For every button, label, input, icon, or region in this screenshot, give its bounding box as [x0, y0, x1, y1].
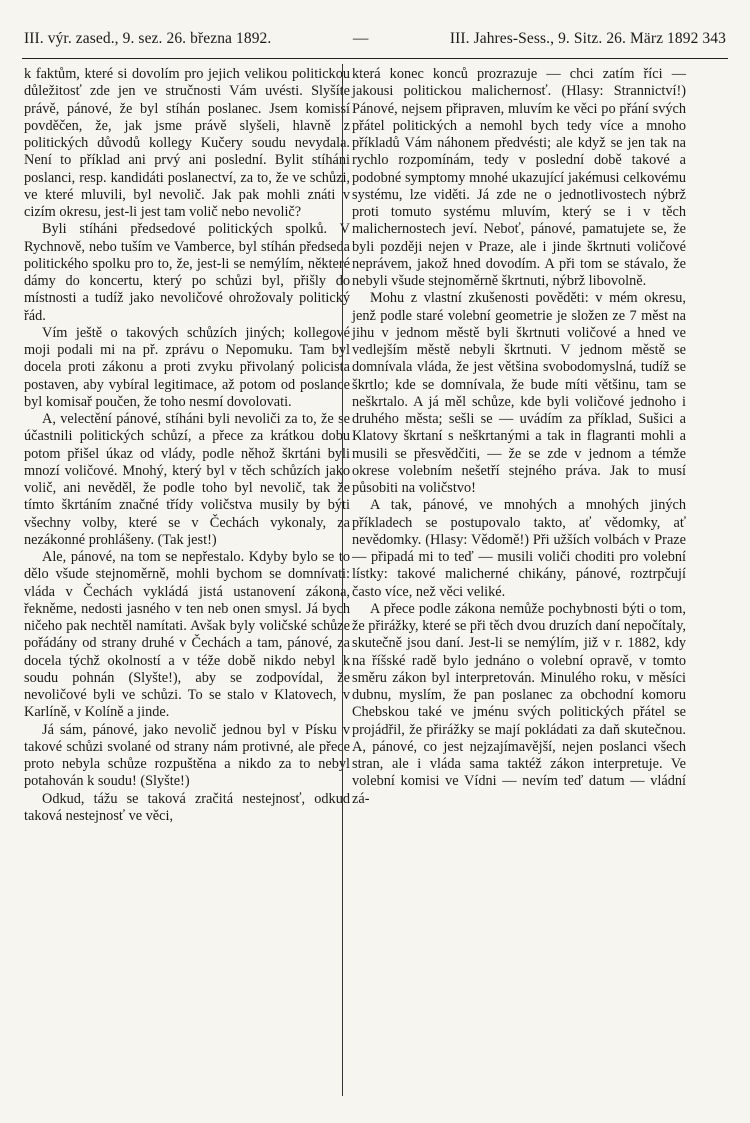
paragraph: A tak, pánové, ve mnohých a mnohých jiných příkladech se postupovalo takto, ať vědomky, ať nevědomky. (Hlasy: Vědomě!) Při užších volbách v Praze — připadá mi to teď — musili voliči choditi pro volební lístky: takové malicherné chikány, pánové, roztrpčují často více, než věci veliké.	[352, 497, 686, 600]
paragraph: A přece podle zákona nemůže pochybnosti býti o tom, že přirážky, které se při těch dvou druzích daní nepočítaly, skutečně jsou daní. Jest-li se nemýlím, již v r. 1882, kdy na říšské radě bylo jednáno o volební opravě, v tomto směru zákon byl interpretován. Minulého roku, v měsíci dubnu, myslím, že pan poslanec za obchodní komoru Chebskou také ve jménu svých politických přátel se projádřil, že přirážky se mají pokládati za daň skutečnou. A, pánové, co jest nejzajímavější, nejen poslanci všech stran, ale i vláda sama taktéž zákon interpretuje. Ve volební komisi ve Vídni — nevím teď datum — vládní zá-	[352, 600, 686, 807]
paragraph: Byli stíháni předsedové politických spolků. V Rychnově, nebo tuším ve Vamberce, byl stíhán předseda politického spolku pro to, že, jest-li se nemýlím, některé dámy do koncertu, který po schůzi byl, přišly do místnosti a tudíž jako nevoličové ohrožovaly politický řád.	[24, 221, 350, 324]
paragraph: A, velectění pánové, stíháni byli nevoliči za to, že se účastnili politických schůzí, a přece za krátkou dobu potom přišel úkaz od vlády, podle něhož škrtáni byli mnozí voličové. Mnohý, který byl v těch schůzích jako volič, ani nevěděl, že podle toho byl nevolič, tak že tímto škrtáním značné třídy voličstva musily by býti všechny volby, které se v Čechách vykonaly, za nezákonné prohlášeny. (Tak jest!)	[24, 411, 350, 548]
header-rule	[22, 58, 728, 59]
paragraph: Ale, pánové, na tom se nepřestalo. Kdyby bylo se to dělo všude stejnoměrně, mohli bychom se domnívati: vláda v Čechách vykládá jistá ustanovení zákona, řekněme, nedosti jasného v ten neb onen smysl. Já bych ničeho pak nechtěl namítati. Avšak byly voličské schůze pořádány od strany druhé v Čechách a tam, pánové, za docela týchž okolností a v téže době nikdo nebyl k soudu pohnán (Slyšte!), aby se zodpovídal, že nevoličové byli ve schůzi. To se stalo v Klatovech, v Karlíně, v Kolíně a jinde.	[24, 549, 350, 721]
right-column	[352, 66, 686, 808]
paragraph: k faktům, které si dovolím pro jejich velikou politickou důležitosť zde jen ve stručnosti Vám uvésti. Slyšíte právě, pánové, že byl stíhán poslanec. Jsem komissí povděčen, že, jak jsme právě slyšeli, hlavně z politických důvodů kollegy Kučery soudu nevydala. Není to příklad ani prvý ani poslední. Bylit stíháni poslanci, resp. kandidáti poslanectví, za to, že ve schůzi, ve které mluvili, byl nevolič. Jak pak mohli znáti v cizím okresu, jest-li jest tam volič nebo nevolič?	[24, 66, 350, 220]
paragraph: Vím ještě o takových schůzích jiných; kollegové moji podali mi na př. zprávu o Nepomuku. Tam byl docela proti zákonu a proti zvyku přivolaný policista postaven, aby vybíral legitimace, až potom od poslance byl komisař poučen, že toho nesmí dovolovati.	[24, 324, 350, 410]
paragraph: Odkud, tážu se taková zračitá nestejnosť, odkud taková nestejnosť ve věci,	[24, 790, 350, 824]
paragraph: která konec konců prozrazuje — chci zatím říci — jakousi politickou malichernosť. (Hlasy: Strannictví!) Pánové, nejsem připraven, mluvím ke věci po přání svých přátel politických a nemohl bych tedy více a mnoho příkladů Vám náhonem předvésti; ale když se jen tak na rychlo rozpomínám, tedy v poslední době takové a podobné symptomy mnohé ukazující jakémusi celkovému systému, lze viděti. Já zde ne o jednotlivostech nýbrž proti tomuto systému mluvím, který se i v těch malichernostech jeví. Neboť, pánové, pamatujete se, že byli později nejen v Praze, ale i jinde škrtnuti voličové neprávem, jakož hned dovodím. A při tom se stávalo, že nebyli všude stejnoměrně škrtnuti, nýbrž libovolně.	[352, 66, 686, 289]
header-german: III. Jahres-Sess., 9. Sitz. 26. März 1892 343	[449, 30, 726, 47]
paragraph: Já sám, pánové, jako nevolič jednou byl v Písku v takové schůzi svolané od strany nám protivné, ale přece proto nebyla schůze rozpuštěna a nikdo za to nebyl potahován k soudu! (Slyšte!)	[24, 721, 350, 790]
header-dash: —	[352, 30, 369, 47]
header-czech: III. výr. zased., 9. sez. 26. března 1892.	[24, 30, 272, 47]
left-column	[24, 66, 350, 825]
paragraph: Mohu z vlastní zkušenosti pověděti: v mém okresu, jenž podle staré volební geometrie je složen ze 7 měst na jihu v jednom městě byli škrtnuti voličové a hned ve vedlejším městě nebyli škrtnuti. V jednom městě se domnívala vláda, že jest většina svobodomyslná, tudíž se škrtlo; kde se domnívala, že bude míti většinu, tam se neškrtalo. A já měl schůze, kde byli voličové jednoho i druhého města; sešli se — uvádím za příklad, Sušici a Klatovy škrtaní s neškrtanými a tak in flagranti mohli a musili se přesvědčiti, — že se zde v jednom a témže okrese volebním nešetří stejného práva. Jak to musí působiti na voličstvo!	[352, 290, 686, 496]
running-header	[24, 30, 726, 52]
column-divider	[342, 64, 343, 1096]
